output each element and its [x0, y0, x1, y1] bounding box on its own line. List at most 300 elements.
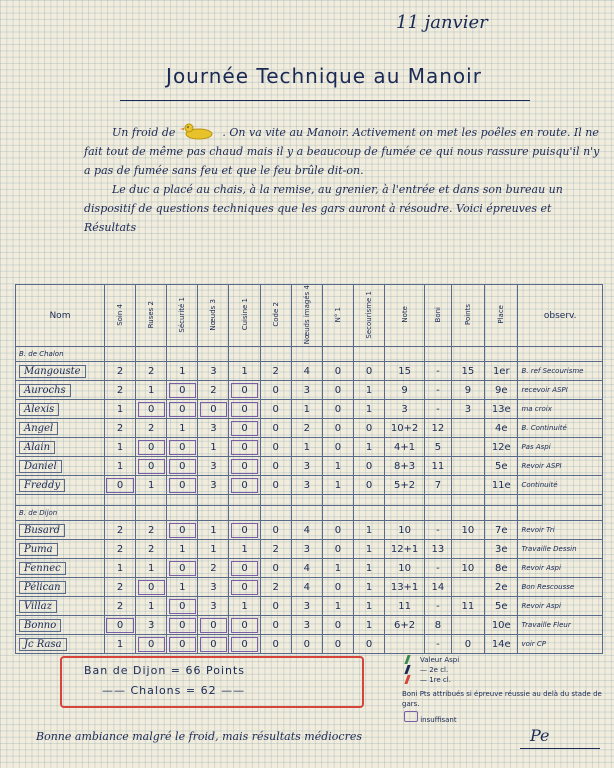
player-name-cell — [16, 540, 105, 559]
col-header-label: Boni — [433, 306, 442, 323]
score-cell: 3 — [198, 419, 229, 438]
table-row — [16, 616, 603, 635]
score-cell: 0 — [260, 616, 291, 635]
intro-text — [84, 122, 604, 237]
player-name: Freddy — [19, 479, 65, 492]
player-name: Alain — [19, 441, 55, 454]
observation-cell: Continuité — [518, 476, 603, 495]
score-cell: 0 — [167, 438, 198, 457]
score-cell: 8e — [485, 559, 518, 578]
duck-icon — [179, 122, 219, 140]
col-header — [485, 285, 518, 347]
score-cell: 10+2 — [385, 419, 425, 438]
col-header — [353, 285, 384, 347]
score-cell: 0 — [167, 457, 198, 476]
score-cell: 3 — [291, 540, 322, 559]
empty-cell — [260, 506, 291, 521]
title-underline — [120, 100, 530, 101]
result-line-chalons: —— Chalons = 62 —— — [102, 684, 246, 697]
score-cell: 4 — [291, 559, 322, 578]
intro-paragraph-1 — [84, 122, 604, 180]
score-cell: - — [425, 521, 452, 540]
score-cell: 2e — [485, 578, 518, 597]
score-cell: 0 — [260, 400, 291, 419]
score-cell: - — [425, 597, 452, 616]
player-name-cell — [16, 616, 105, 635]
score-cell: 2 — [198, 381, 229, 400]
table-row — [16, 521, 603, 540]
empty-cell — [229, 506, 260, 521]
score-cell: 6+2 — [385, 616, 425, 635]
player-name-cell — [16, 559, 105, 578]
score-cell: 3 — [385, 400, 425, 419]
legend-item-boni — [402, 689, 607, 709]
score-cell: 4 — [291, 362, 322, 381]
score-cell: 1 — [136, 476, 167, 495]
score-cell: 10 — [385, 559, 425, 578]
player-name: Busard — [19, 524, 65, 537]
score-cell: 0 — [136, 438, 167, 457]
score-cell: 2 — [260, 362, 291, 381]
col-header — [16, 285, 105, 347]
empty-cell — [451, 506, 484, 521]
score-cell: 0 — [291, 635, 322, 654]
spacer-cell — [136, 495, 167, 506]
legend-label: — 1re cl. — [420, 676, 451, 684]
score-cell: 9e — [485, 381, 518, 400]
score-cell — [451, 457, 484, 476]
score-cell: 0 — [322, 362, 353, 381]
score-cell: 1 — [136, 597, 167, 616]
team-result-box — [60, 656, 364, 708]
table-row — [16, 476, 603, 495]
score-cell — [451, 419, 484, 438]
score-cell: 1 — [353, 597, 384, 616]
player-name: Alexis — [19, 403, 59, 416]
spacer-cell — [385, 495, 425, 506]
score-cell: 0 — [104, 476, 135, 495]
score-cell: 2 — [104, 578, 135, 597]
player-name: Daniel — [19, 460, 62, 473]
score-cell: - — [425, 559, 452, 578]
score-cell: 1 — [322, 457, 353, 476]
legend-label: insuffisant — [420, 716, 457, 724]
spacer-cell — [16, 495, 105, 506]
score-cell: - — [425, 362, 452, 381]
score-cell: 1 — [353, 578, 384, 597]
score-cell: 0 — [167, 616, 198, 635]
score-cell: 0 — [322, 635, 353, 654]
score-cell: 1 — [167, 578, 198, 597]
score-cell: 0 — [167, 559, 198, 578]
score-cell: 3 — [198, 457, 229, 476]
score-cell: 3 — [291, 457, 322, 476]
score-cell: 1 — [104, 400, 135, 419]
spacer-cell — [167, 495, 198, 506]
score-cell: 0 — [260, 597, 291, 616]
score-cell: 3 — [198, 476, 229, 495]
score-cell: 2 — [104, 521, 135, 540]
table-row — [16, 457, 603, 476]
empty-cell — [198, 347, 229, 362]
score-cell: 0 — [322, 400, 353, 419]
score-cell: 8 — [425, 616, 452, 635]
score-cell: 3 — [198, 578, 229, 597]
col-header — [104, 285, 135, 347]
table-row — [16, 597, 603, 616]
score-cell: 5e — [485, 457, 518, 476]
table-header-row — [16, 285, 603, 347]
score-cell: - — [425, 635, 452, 654]
col-header — [136, 285, 167, 347]
score-cell: 0 — [322, 521, 353, 540]
empty-cell — [385, 506, 425, 521]
spacer-row — [16, 495, 603, 506]
score-cell: 12 — [425, 419, 452, 438]
player-name-cell — [16, 635, 105, 654]
score-cell: 15 — [451, 362, 484, 381]
player-name-cell — [16, 362, 105, 381]
score-cell: 0 — [167, 521, 198, 540]
col-header-label: Nom — [49, 310, 71, 321]
col-header-label: N° 1 — [333, 306, 342, 323]
player-name-cell — [16, 521, 105, 540]
col-header — [198, 285, 229, 347]
score-cell: 11 — [425, 457, 452, 476]
score-cell: 4+1 — [385, 438, 425, 457]
score-cell: - — [425, 400, 452, 419]
spacer-cell — [260, 495, 291, 506]
score-cell: 2 — [260, 540, 291, 559]
player-name: Fennec — [19, 562, 66, 575]
group-row — [16, 506, 603, 521]
empty-cell — [291, 347, 322, 362]
score-cell: - — [425, 381, 452, 400]
legend-item-2e-classe — [402, 665, 607, 675]
empty-cell — [385, 347, 425, 362]
score-cell: 1 — [167, 540, 198, 559]
legend-boni-text: Pts attribués si épreuve réussie au delà du stade de gars. — [402, 690, 602, 708]
col-header-label: Secourisme 1 — [365, 290, 373, 339]
score-cell: 0 — [167, 635, 198, 654]
player-name: Mangouste — [19, 365, 86, 378]
score-cell: 7 — [425, 476, 452, 495]
score-cell: 0 — [167, 381, 198, 400]
score-cell: 0 — [260, 438, 291, 457]
score-cell: 0 — [260, 559, 291, 578]
score-cell: 0 — [353, 635, 384, 654]
score-cell: 0 — [229, 438, 260, 457]
score-cell: 1er — [485, 362, 518, 381]
score-cell: 0 — [260, 419, 291, 438]
score-cell: 0 — [229, 457, 260, 476]
empty-cell — [291, 506, 322, 521]
observation-cell: Revoir Tri — [518, 521, 603, 540]
score-cell: 2 — [291, 419, 322, 438]
col-header — [385, 285, 425, 347]
score-cell: 0 — [229, 400, 260, 419]
col-header — [291, 285, 322, 347]
score-cell: 1 — [353, 381, 384, 400]
group-label: B. de Chalon — [16, 347, 105, 362]
date-heading: 11 janvier — [396, 12, 488, 33]
empty-cell — [167, 506, 198, 521]
score-cell: 3 — [291, 616, 322, 635]
score-cell: 2 — [104, 362, 135, 381]
score-cell: 0 — [322, 419, 353, 438]
score-cell: 0 — [229, 616, 260, 635]
score-cell: 1 — [167, 419, 198, 438]
score-cell: 1 — [291, 400, 322, 419]
table-body — [16, 347, 603, 654]
score-cell: 9 — [385, 381, 425, 400]
col-header — [518, 285, 603, 347]
spacer-cell — [485, 495, 518, 506]
score-cell: 2 — [104, 540, 135, 559]
intro-paragraph-2: Le duc a placé au chais, à la remise, au grenier, à l'entrée et dans son bureau un dispositif de questions techniques que les gars auront à résoudre. Voici épreuves et Résultats — [84, 183, 563, 234]
score-cell: 0 — [322, 578, 353, 597]
player-name-cell — [16, 457, 105, 476]
score-cell — [451, 578, 484, 597]
score-cell: 2 — [104, 597, 135, 616]
score-cell: 0 — [322, 381, 353, 400]
player-name-cell — [16, 419, 105, 438]
score-cell — [451, 476, 484, 495]
player-name-cell — [16, 438, 105, 457]
score-cell: 0 — [167, 597, 198, 616]
observation-cell: Pas Aspi — [518, 438, 603, 457]
score-cell: 4 — [291, 521, 322, 540]
score-cell: 0 — [260, 457, 291, 476]
empty-cell — [451, 347, 484, 362]
empty-cell — [322, 347, 353, 362]
intro-p1-start: Un froid de — [112, 126, 176, 139]
player-name-cell — [16, 597, 105, 616]
score-cell: 3 — [198, 597, 229, 616]
score-cell: 2 — [136, 521, 167, 540]
score-cell: 0 — [198, 635, 229, 654]
score-cell: 3 — [451, 400, 484, 419]
score-cell — [451, 540, 484, 559]
green-tick-icon — [404, 655, 410, 664]
col-header-label: observ. — [543, 310, 577, 321]
observation-cell: Travaille Fleur — [518, 616, 603, 635]
score-cell: 13 — [425, 540, 452, 559]
score-cell: 13e — [485, 400, 518, 419]
score-cell: 0 — [136, 635, 167, 654]
spacer-cell — [425, 495, 452, 506]
score-cell: 0 — [229, 521, 260, 540]
score-cell: 1 — [104, 559, 135, 578]
signature-rule — [520, 748, 600, 749]
score-table — [15, 284, 603, 654]
col-header — [451, 285, 484, 347]
score-cell: 11 — [385, 597, 425, 616]
table-row — [16, 559, 603, 578]
score-cell: 0 — [229, 381, 260, 400]
score-cell: 1 — [136, 381, 167, 400]
score-cell: 0 — [136, 457, 167, 476]
observation-cell: Bon Rescousse — [518, 578, 603, 597]
score-cell: 0 — [260, 476, 291, 495]
score-cell: 3 — [291, 597, 322, 616]
blue-tick-icon — [404, 665, 410, 674]
group-label: B. de Dijon — [16, 506, 105, 521]
score-cell: 1 — [322, 597, 353, 616]
score-cell: 14e — [485, 635, 518, 654]
score-cell: 1 — [353, 616, 384, 635]
empty-cell — [260, 347, 291, 362]
col-header — [425, 285, 452, 347]
empty-cell — [104, 347, 135, 362]
player-name: Bonno — [19, 619, 61, 632]
score-cell: 2 — [104, 419, 135, 438]
spacer-cell — [518, 495, 603, 506]
score-cell: 7e — [485, 521, 518, 540]
empty-cell — [136, 506, 167, 521]
col-header-label: Ruses 2 — [147, 301, 156, 329]
score-cell — [451, 616, 484, 635]
observation-cell: Revoir Aspi — [518, 559, 603, 578]
col-header-label: Cuisine 1 — [240, 298, 249, 331]
table-row — [16, 540, 603, 559]
score-cell: 1 — [291, 438, 322, 457]
score-cell: 0 — [353, 362, 384, 381]
score-cell: 1 — [353, 559, 384, 578]
player-name-cell — [16, 381, 105, 400]
score-cell: 3 — [136, 616, 167, 635]
player-name: Villaz — [19, 600, 57, 613]
score-cell: 0 — [229, 419, 260, 438]
empty-cell — [104, 506, 135, 521]
table-row — [16, 438, 603, 457]
player-name: Aurochs — [19, 384, 71, 397]
observation-cell: B. Continuité — [518, 419, 603, 438]
score-cell: 0 — [451, 635, 484, 654]
col-header-label: Soin 4 — [116, 303, 124, 326]
score-cell: 10 — [451, 521, 484, 540]
legend-label: — 2e cl. — [420, 666, 449, 674]
score-cell: 1 — [104, 635, 135, 654]
score-cell: 1 — [322, 476, 353, 495]
table-row — [16, 419, 603, 438]
table-row — [16, 381, 603, 400]
score-cell: 0 — [353, 457, 384, 476]
score-cell — [385, 635, 425, 654]
score-cell: 3 — [291, 476, 322, 495]
score-cell: 3e — [485, 540, 518, 559]
table-row — [16, 362, 603, 381]
col-header — [229, 285, 260, 347]
observation-cell: voir CP — [518, 635, 603, 654]
legend — [402, 655, 607, 725]
score-cell: 1 — [229, 597, 260, 616]
legend-item-1re-classe — [402, 675, 607, 685]
col-header-label: Sécurité 1 — [178, 296, 187, 333]
score-cell: 0 — [136, 400, 167, 419]
score-cell: 0 — [322, 438, 353, 457]
score-cell: 0 — [322, 616, 353, 635]
score-cell: 11e — [485, 476, 518, 495]
col-header-label: Nœuds imagés 4 — [302, 285, 311, 345]
col-header — [322, 285, 353, 347]
score-cell: 8+3 — [385, 457, 425, 476]
score-cell: 1 — [353, 540, 384, 559]
observation-cell: B. ref Secourisme — [518, 362, 603, 381]
empty-cell — [322, 506, 353, 521]
player-name: Puma — [19, 543, 58, 556]
score-cell: 0 — [353, 419, 384, 438]
score-cell: 10e — [485, 616, 518, 635]
score-cell: 0 — [322, 540, 353, 559]
empty-cell — [353, 506, 384, 521]
empty-cell — [518, 506, 603, 521]
score-cell: 1 — [167, 362, 198, 381]
empty-cell — [425, 347, 452, 362]
player-name: Jc Rasa — [19, 638, 67, 651]
score-cell: 15 — [385, 362, 425, 381]
score-cell: 14 — [425, 578, 452, 597]
score-cell: 0 — [229, 635, 260, 654]
legend-label: Valeur Aspi — [420, 656, 460, 664]
col-header-label: Note — [400, 306, 409, 323]
score-cell: 0 — [167, 400, 198, 419]
score-cell: 0 — [260, 521, 291, 540]
score-cell: 0 — [167, 476, 198, 495]
player-name: Angel — [19, 422, 58, 435]
score-cell: 3 — [198, 362, 229, 381]
player-name-cell — [16, 578, 105, 597]
observation-cell: Revoir ASPI — [518, 457, 603, 476]
col-header-label: Points — [463, 304, 472, 326]
score-cell: 0 — [260, 381, 291, 400]
empty-cell — [353, 347, 384, 362]
legend-boni-label: Boni — [402, 690, 418, 698]
signature: Pe — [530, 726, 550, 745]
score-cell: 2 — [260, 578, 291, 597]
observation-cell: recevoir ASPI — [518, 381, 603, 400]
empty-cell — [518, 347, 603, 362]
observation-cell: ma croix — [518, 400, 603, 419]
spacer-cell — [451, 495, 484, 506]
score-cell: 0 — [229, 578, 260, 597]
player-name: Pélican — [19, 581, 66, 594]
score-cell: 1 — [353, 400, 384, 419]
spacer-cell — [291, 495, 322, 506]
observation-cell: Travaille Dessin — [518, 540, 603, 559]
score-cell: 1 — [353, 438, 384, 457]
score-cell: 1 — [229, 362, 260, 381]
red-tick-icon — [404, 675, 410, 684]
score-cell: 1 — [104, 457, 135, 476]
col-header — [167, 285, 198, 347]
score-cell: 0 — [353, 476, 384, 495]
spacer-cell — [322, 495, 353, 506]
score-cell: 0 — [260, 635, 291, 654]
group-row — [16, 347, 603, 362]
spacer-cell — [104, 495, 135, 506]
col-header-label: Place — [497, 305, 506, 324]
player-name-cell — [16, 476, 105, 495]
empty-cell — [485, 347, 518, 362]
score-cell: 4 — [291, 578, 322, 597]
score-cell: 0 — [229, 559, 260, 578]
page-title: Journée Technique au Manoir — [166, 64, 482, 88]
table-row — [16, 578, 603, 597]
score-cell: 3 — [291, 381, 322, 400]
observation-cell: Revoir Aspi — [518, 597, 603, 616]
player-name-cell — [16, 400, 105, 419]
